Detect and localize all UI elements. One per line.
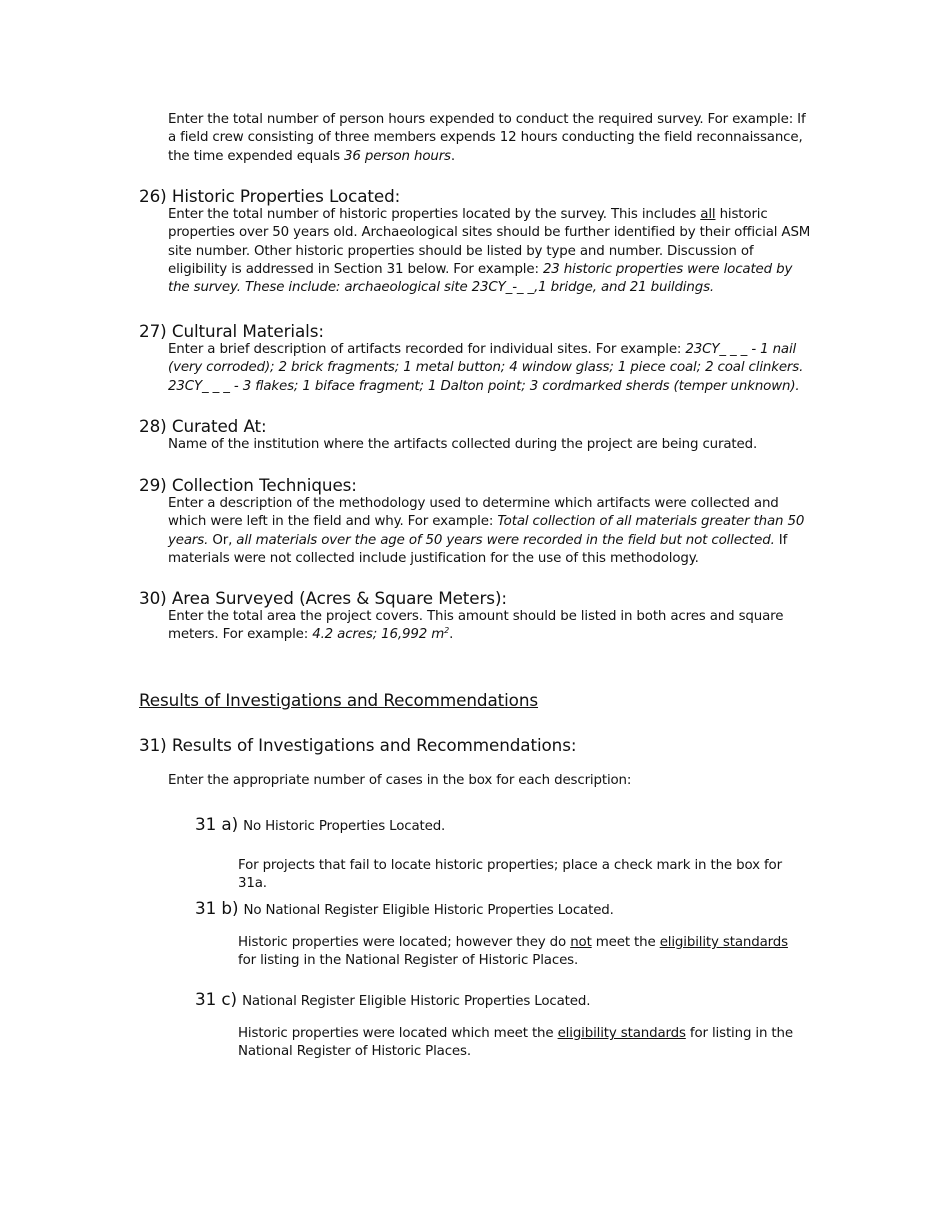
paragraph-31b [238, 934, 808, 971]
paragraph-31-intro: Enter the appropriate number of cases in the box for each description: [168, 773, 632, 788]
heading-31a [195, 814, 445, 834]
text: If materials were not collected include justification for the use of this methodology. [168, 532, 788, 566]
text: for listing in the National Register of Historic Places. [238, 953, 579, 969]
text: meet the [591, 935, 660, 950]
paragraph-26 [168, 206, 813, 297]
heading-27-cultural-materials: 27) Cultural Materials: [139, 321, 324, 341]
text: . [450, 148, 455, 164]
text: Historic properties were located; however they do [238, 935, 571, 950]
heading-29-collection-techniques: 29) Collection Techniques: [139, 475, 357, 495]
item-number: 31 c) [195, 989, 237, 1009]
paragraph-29 [168, 495, 813, 568]
heading-30-area-surveyed: 30) Area Surveyed (Acres & Square Meters): [139, 588, 507, 608]
paragraph-27 [168, 341, 813, 396]
underlined-text: eligibility standards [557, 1026, 686, 1041]
section-title-results: Results of Investigations and Recommendations [139, 690, 539, 710]
text: Historic properties were located which meet the [238, 1026, 558, 1041]
heading-31c [195, 989, 590, 1009]
paragraph-28: Name of the institution where the artifacts collected during the project are being curated. [168, 437, 758, 452]
paragraph-31a: For projects that fail to locate historic properties; place a check mark in the box for 31a. [238, 858, 782, 892]
text: Enter the total number of historic properties located by the survey. This includes [168, 207, 701, 222]
example-text: 23CY_ _ _ - 1 nail (very corroded); 2 brick fragments; 1 metal button; 4 window glass; 1 piece coal; 2 coal clinkers. 23CY_ _ _ - 3 flakes; 1 biface fragment; 1 Dalton point; 3 cordmarked sherds (temper unknown). [168, 342, 804, 394]
example-text: 36 person hours [344, 148, 451, 164]
text: . [449, 627, 454, 643]
text: Enter a brief description of artifacts recorded for individual sites. For example: [168, 342, 686, 357]
superscript: 2 [444, 626, 450, 636]
text: for listing in the National Register of Historic Places. [238, 1026, 793, 1060]
item-number: 31 b) [195, 898, 239, 918]
heading-31b [195, 898, 614, 918]
paragraph-30 [168, 608, 813, 645]
heading-31-results: 31) Results of Investigations and Recommendations: [139, 735, 577, 755]
example-text: Total collection of all materials greater than 50 years. [168, 514, 805, 548]
text: Or, [208, 532, 237, 548]
item-label: National Register Eligible Historic Properties Located. [242, 994, 591, 1009]
example-text: all materials over the age of 50 years were recorded in the field but not collected. [236, 532, 775, 548]
item-label: No Historic Properties Located. [243, 819, 446, 834]
text: Enter the total area the project covers. This amount should be listed in both acres and square meters. For example: [168, 609, 784, 643]
text: Enter a description of the methodology used to determine which artifacts were collected and which were left in the field and why. For example: [168, 496, 779, 530]
heading-26-historic-properties: 26) Historic Properties Located: [139, 186, 401, 206]
underlined-text: eligibility standards [659, 935, 788, 950]
underlined-text: all [700, 207, 716, 222]
text: historic properties over 50 years old. Archaeological sites should be further identified by their official ASM site number. Other historic properties should be listed by type and number. Discussion of eligibility is addressed in Section 31 below. For example: [168, 207, 811, 277]
item-label: No National Register Eligible Historic Properties Located. [243, 903, 614, 918]
person-hours-paragraph [168, 111, 813, 166]
example-text: 4.2 acres; 16,992 m [312, 627, 445, 643]
example-text: 23 historic properties were located by the survey. These include: archaeological site 23CY_-_ _,1 bridge, and 21 buildings. [168, 261, 793, 296]
item-number: 31 a) [195, 814, 239, 834]
paragraph-31c [238, 1025, 808, 1062]
heading-28-curated-at: 28) Curated At: [139, 416, 267, 436]
underlined-text: not [570, 935, 592, 950]
text: Enter the total number of person hours expended to conduct the required survey. For example: If a field crew consisting of three members expends 12 hours conducting the field reconnaissance, the time expended equals [168, 112, 806, 164]
